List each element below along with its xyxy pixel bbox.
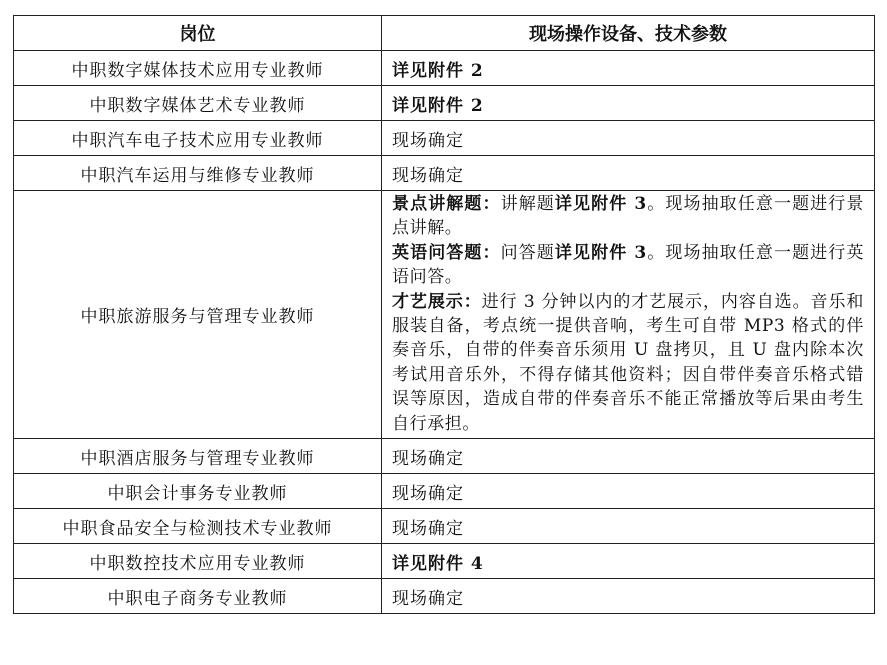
spec-cell: 现场确定	[382, 439, 875, 474]
position-cell: 中职数字媒体艺术专业教师	[14, 86, 382, 121]
scenic-text-a: 讲解题	[500, 194, 555, 214]
table-row	[14, 544, 875, 579]
scenic-label: 景点讲解题：	[392, 194, 501, 214]
spec-cell	[382, 51, 875, 86]
english-ref: 详见附件 3	[554, 242, 647, 263]
position-cell: 中职汽车电子技术应用专业教师	[14, 121, 382, 156]
spec-ref: 详见附件 2	[392, 60, 484, 81]
talent-show-paragraph	[392, 290, 864, 436]
position-cell: 中职数控技术应用专业教师	[14, 544, 382, 579]
spec-ref: 详见附件 4	[392, 553, 484, 574]
table-row	[14, 579, 875, 614]
table-row	[14, 121, 875, 156]
scenic-explanation-paragraph	[392, 192, 864, 241]
position-cell: 中职食品安全与检测技术专业教师	[14, 509, 382, 544]
position-cell: 中职汽车运用与维修专业教师	[14, 156, 382, 191]
table-header-row	[14, 16, 875, 51]
english-qa-paragraph	[392, 241, 864, 290]
english-text-a: 问答题	[500, 242, 555, 263]
table-row	[14, 509, 875, 544]
spec-cell: 现场确定	[382, 579, 875, 614]
spec-cell-tourism	[382, 191, 875, 439]
position-cell: 中职旅游服务与管理专业教师	[14, 191, 382, 439]
english-label: 英语问答题：	[392, 242, 501, 263]
header-position: 岗位	[14, 16, 382, 51]
position-cell: 中职电子商务专业教师	[14, 579, 382, 614]
table-row-tourism	[14, 191, 875, 439]
position-cell: 中职数字媒体技术应用专业教师	[14, 51, 382, 86]
spec-ref: 详见附件 2	[392, 95, 484, 116]
spec-cell	[382, 544, 875, 579]
scenic-ref: 详见附件 3	[554, 194, 647, 214]
spec-cell: 现场确定	[382, 156, 875, 191]
english-text-b: 。现场抽取任意一题进行英语问答。	[392, 242, 864, 288]
talent-text: 进行 3 分钟以内的才艺展示，内容自选。音乐和服装自备，考点统一提供音响，考生可自带 MP3 格式的伴奏音乐，自带的伴奏音乐须用 U 盘拷贝，且 U 盘内除本次考试用音乐外，不得存储其他资料；因自带伴奏音乐格式错误等原因，造成自带的伴奏音乐不能正常播放等后果由考生自行承担。	[392, 291, 864, 434]
spec-cell	[382, 86, 875, 121]
spec-cell: 现场确定	[382, 509, 875, 544]
position-cell: 中职酒店服务与管理专业教师	[14, 439, 382, 474]
table-row	[14, 474, 875, 509]
scenic-text-b: 。现场抽取任意一题进行景点讲解。	[392, 194, 864, 239]
spec-cell: 现场确定	[382, 474, 875, 509]
header-spec: 现场操作设备、技术参数	[382, 16, 875, 51]
positions-table	[13, 15, 875, 614]
position-cell: 中职会计事务专业教师	[14, 474, 382, 509]
table-row	[14, 51, 875, 86]
table-row	[14, 439, 875, 474]
table-row	[14, 86, 875, 121]
table-row	[14, 156, 875, 191]
talent-label: 才艺展示：	[392, 291, 482, 312]
spec-cell: 现场确定	[382, 121, 875, 156]
